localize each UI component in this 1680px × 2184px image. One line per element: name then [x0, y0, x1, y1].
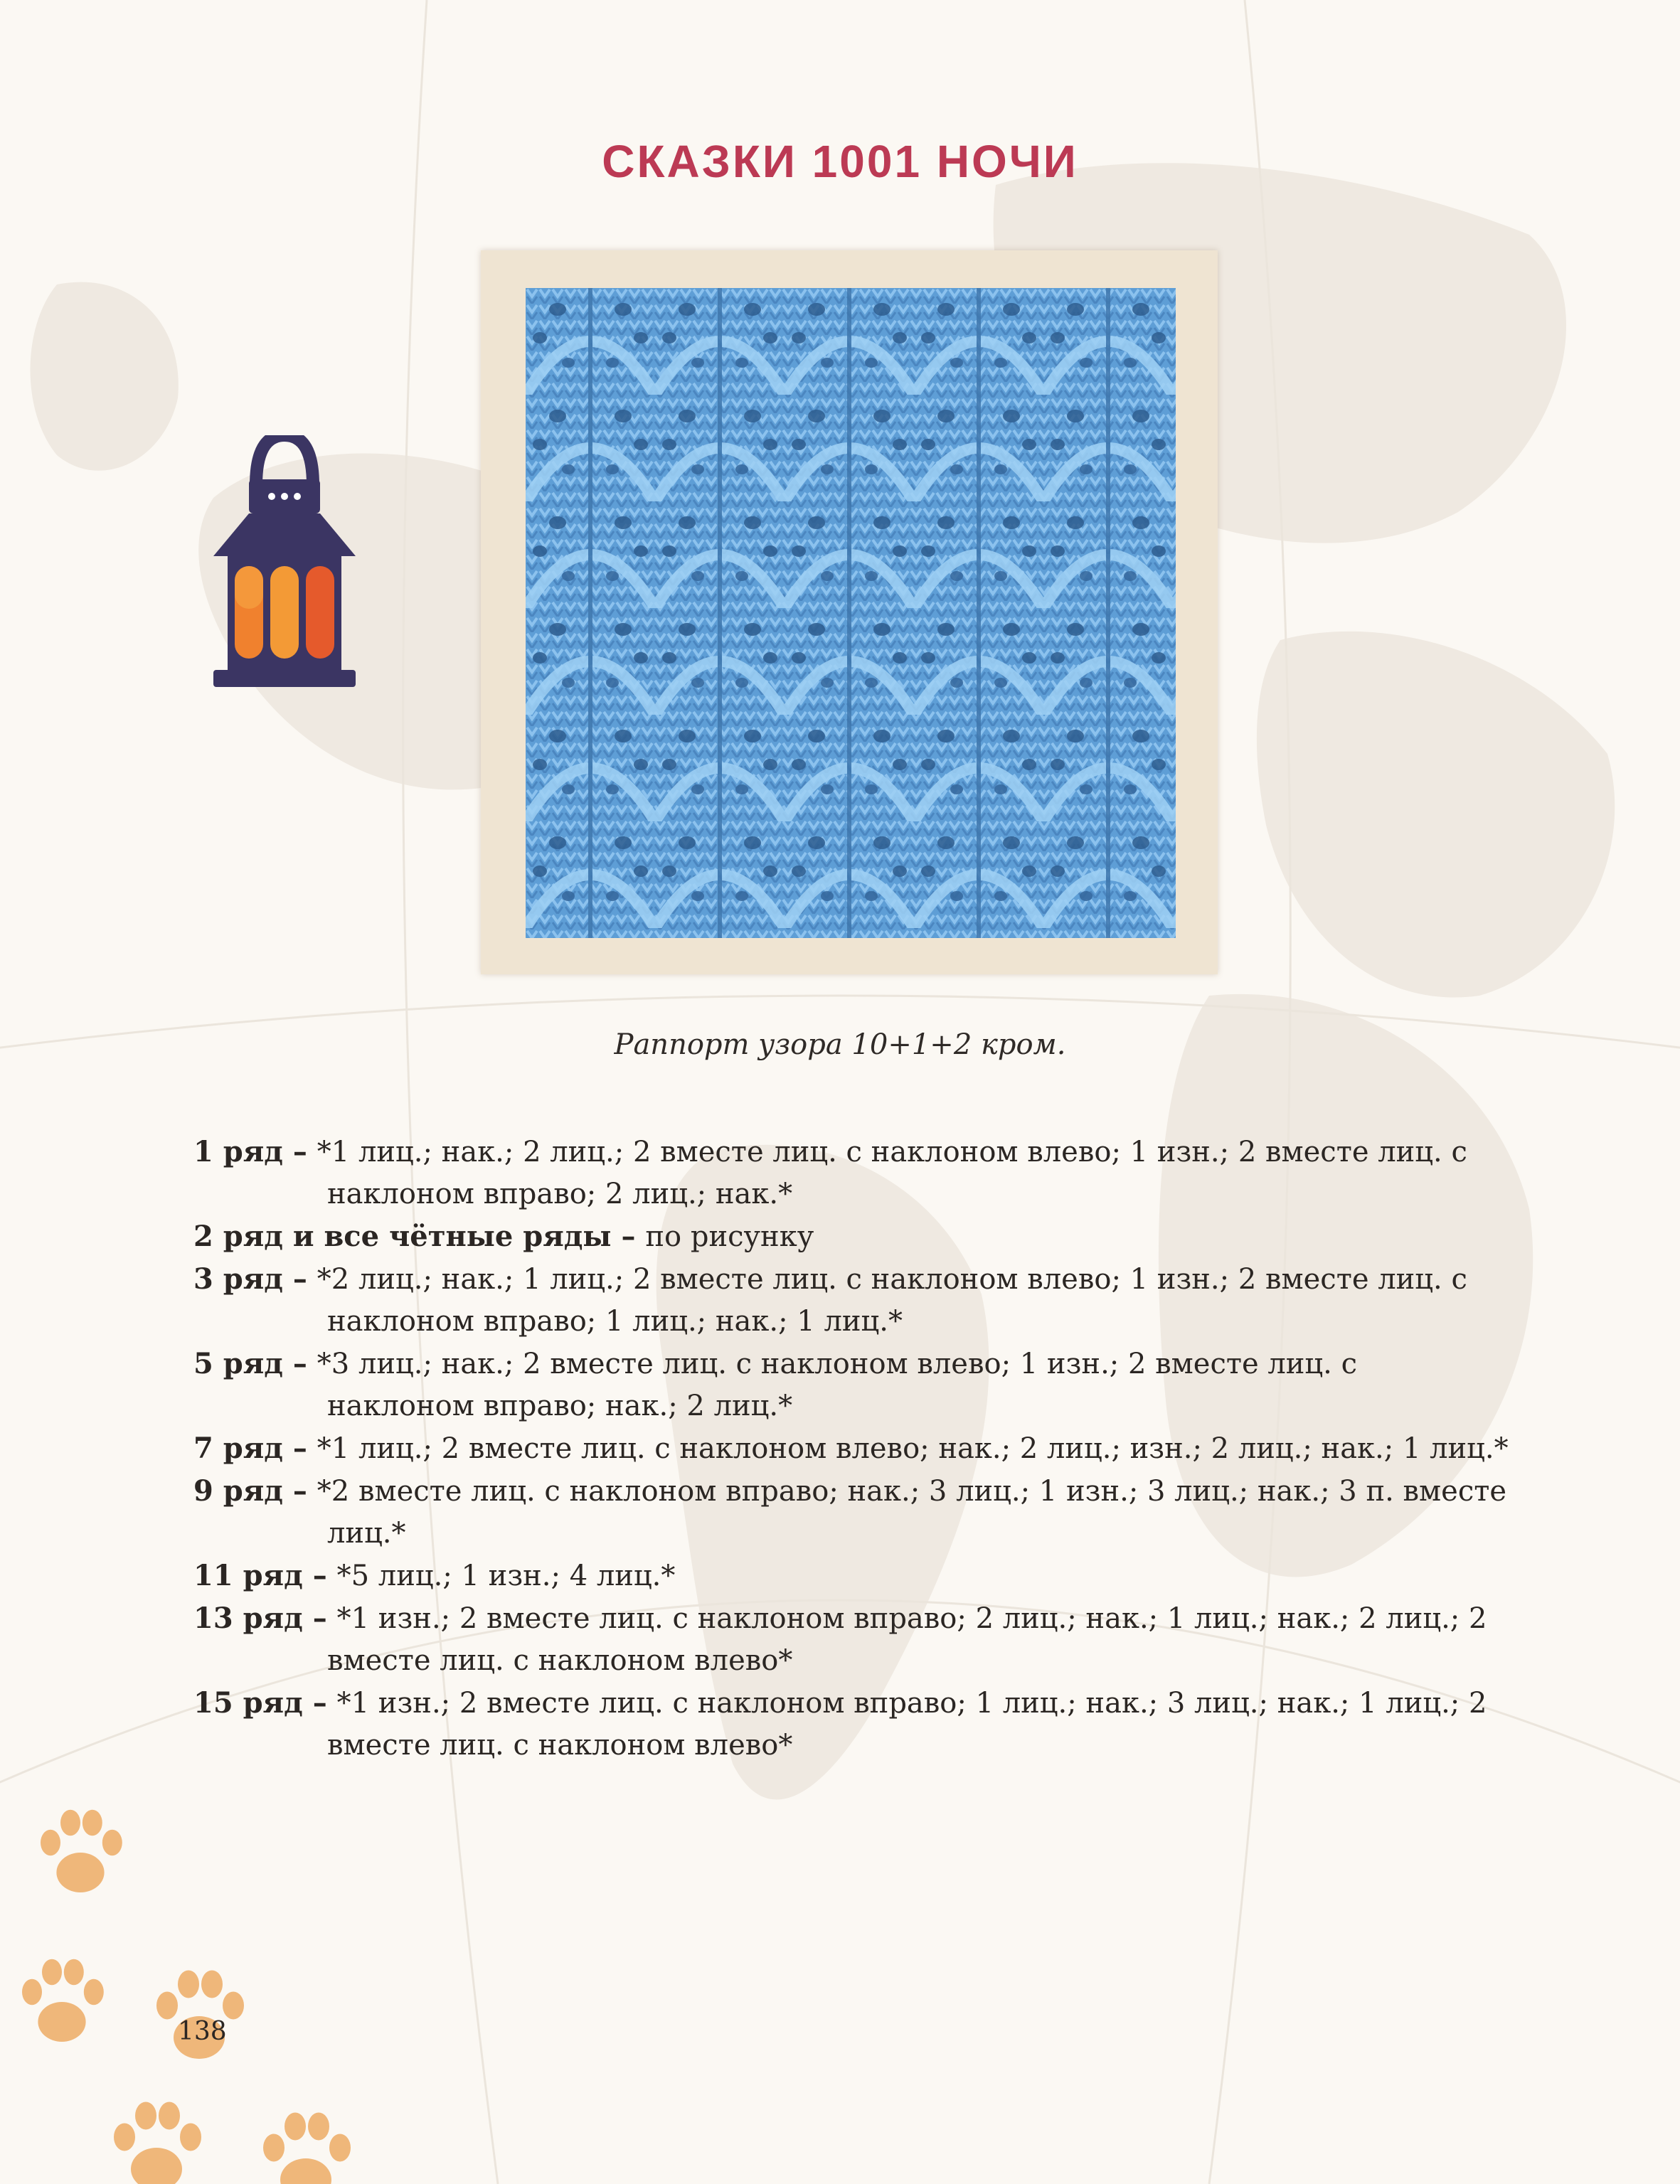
paw-print-icon — [27, 1803, 134, 1902]
row-instruction: 15 ряд – *1 изн.; 2 вместе лиц. с наклоном вправо; 1 лиц.; нак.; 3 лиц.; нак.; 1 лиц.; 2 вместе лиц. с наклоном влево* — [193, 1686, 1487, 1762]
knit-swatch-photo — [526, 288, 1176, 938]
paw-print-icon — [252, 2105, 359, 2184]
row-instructions — [193, 1131, 1509, 1767]
row-text: *1 лиц.; нак.; 2 лиц.; 2 вместе лиц. с наклоном влево; 1 изн.; 2 вместе лиц. с наклоном вправо; 2 лиц.; нак.* — [317, 1136, 1467, 1210]
row-instruction: 3 ряд – *2 лиц.; нак.; 1 лиц.; 2 вместе лиц. с наклоном влево; 1 изн.; 2 вместе лиц. с наклоном вправо; 1 лиц.; нак.; 1 лиц.* — [193, 1262, 1467, 1338]
row-text: *5 лиц.; 1 изн.; 4 лиц.* — [336, 1560, 676, 1592]
row-text: *2 вместе лиц. с наклоном вправо; нак.; 3 лиц.; 1 изн.; 3 лиц.; нак.; 3 п. вместе лиц.* — [317, 1475, 1507, 1550]
paw-print-icon — [9, 1952, 115, 2052]
lantern-icon — [206, 435, 363, 696]
row-text: по рисунку — [645, 1220, 814, 1253]
row-label: 7 ряд — [193, 1432, 283, 1465]
row-instruction: 11 ряд – *5 лиц.; 1 изн.; 4 лиц.* — [193, 1559, 676, 1592]
row-text: *1 лиц.; 2 вместе лиц. с наклоном влево; нак.; 2 лиц.; изн.; 2 лиц.; нак.; 1 лиц.* — [317, 1432, 1509, 1465]
pattern-caption: Раппорт узора 10+1+2 кром. — [614, 1028, 1066, 1061]
row-label: 15 ряд — [193, 1686, 303, 1720]
row-text: *1 изн.; 2 вместе лиц. с наклоном вправо; 1 лиц.; нак.; 3 лиц.; нак.; 1 лиц.; 2 вместе лиц. с наклоном влево* — [327, 1687, 1487, 1762]
row-label: 1 ряд — [193, 1135, 283, 1168]
row-label: 2 ряд и все чётные ряды — [193, 1220, 612, 1253]
page-number: 138 — [178, 2017, 227, 2046]
page-title: СКАЗКИ 1001 НОЧИ — [602, 136, 1078, 187]
row-instruction: 7 ряд – *1 лиц.; 2 вместе лиц. с наклоном влево; нак.; 2 лиц.; изн.; 2 лиц.; нак.; 1 лиц.* — [193, 1432, 1509, 1465]
row-label: 5 ряд — [193, 1347, 283, 1380]
row-instruction: 2 ряд и все чётные ряды – по рисунку — [193, 1220, 814, 1253]
row-instruction: 1 ряд – *1 лиц.; нак.; 2 лиц.; 2 вместе лиц. с наклоном влево; 1 изн.; 2 вместе лиц. с наклоном вправо; 2 лиц.; нак.* — [193, 1135, 1467, 1210]
row-label: 9 ряд — [193, 1474, 283, 1508]
paw-print-icon — [142, 1963, 256, 2070]
row-label: 11 ряд — [193, 1559, 303, 1592]
row-text: *3 лиц.; нак.; 2 вместе лиц. с наклоном влево; 1 изн.; 2 вместе лиц. с наклоном вправо; нак.; 2 лиц.* — [317, 1348, 1357, 1422]
row-text: *2 лиц.; нак.; 1 лиц.; 2 вместе лиц. с наклоном влево; 1 изн.; 2 вместе лиц. с наклоном вправо; 1 лиц.; нак.; 1 лиц.* — [317, 1263, 1467, 1338]
row-instruction: 13 ряд – *1 изн.; 2 вместе лиц. с наклоном вправо; 2 лиц.; нак.; 1 лиц.; нак.; 2 лиц.; 2 вместе лиц. с наклоном влево* — [193, 1602, 1487, 1677]
row-label: 3 ряд — [193, 1262, 283, 1296]
photo-frame — [481, 250, 1218, 974]
row-instruction: 9 ряд – *2 вместе лиц. с наклоном вправо; нак.; 3 лиц.; 1 изн.; 3 лиц.; нак.; 3 п. вместе лиц.* — [193, 1474, 1507, 1550]
paw-print-icon — [103, 2094, 210, 2184]
row-instruction: 5 ряд – *3 лиц.; нак.; 2 вместе лиц. с наклоном влево; 1 изн.; 2 вместе лиц. с наклоном вправо; нак.; 2 лиц.* — [193, 1347, 1357, 1422]
row-text: *1 изн.; 2 вместе лиц. с наклоном вправо; 2 лиц.; нак.; 1 лиц.; нак.; 2 лиц.; 2 вместе лиц. с наклоном влево* — [327, 1602, 1487, 1677]
row-label: 13 ряд — [193, 1602, 303, 1635]
